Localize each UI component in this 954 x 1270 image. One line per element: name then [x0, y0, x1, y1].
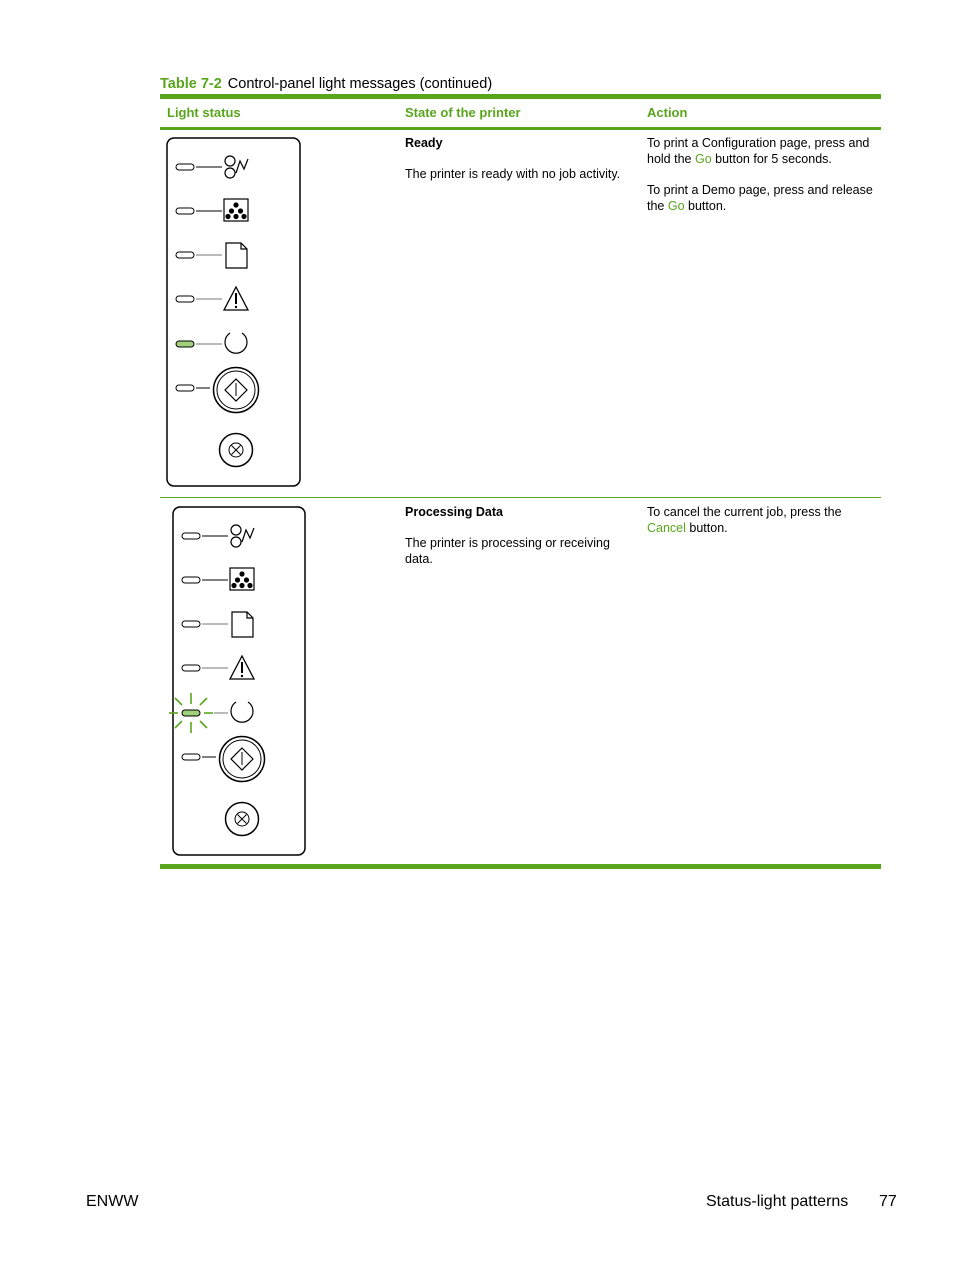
cancel-button-icon[interactable] — [220, 434, 253, 467]
action-paragraph: To print a Configuration page, press and hold the Go button for 5 seconds. — [647, 136, 870, 166]
attention-led — [176, 296, 194, 302]
go-led — [176, 385, 194, 391]
go-link[interactable]: Go — [667, 199, 685, 213]
page-number: 77 — [879, 1193, 897, 1210]
toner-led — [182, 577, 200, 583]
table-caption — [160, 76, 492, 92]
state-description: The printer is ready with no job activity. — [405, 167, 621, 181]
action-paragraph: To print a Demo page, press and release the Go button. — [647, 183, 873, 213]
header-rule — [160, 127, 881, 130]
table-bottom-rule — [160, 864, 881, 869]
cancel-link[interactable]: Cancel — [647, 521, 686, 535]
cancel-button-icon[interactable] — [226, 803, 259, 836]
state-cell-processing — [405, 504, 633, 567]
ready-led — [182, 710, 200, 716]
table-title: Control-panel light messages (continued) — [227, 76, 493, 92]
paper-jam-led — [176, 164, 194, 170]
attention-led — [182, 665, 200, 671]
action-cell-ready — [647, 135, 879, 214]
state-description: The printer is processing or receiving data. — [405, 536, 610, 566]
go-link[interactable]: Go — [694, 152, 712, 166]
go-button-icon[interactable] — [220, 737, 265, 782]
control-panel-ready — [166, 137, 302, 489]
state-cell-ready — [405, 135, 633, 182]
table-top-rule — [160, 94, 881, 99]
header-action: Action — [647, 105, 688, 120]
go-button-icon[interactable] — [214, 368, 259, 413]
action-cell-processing — [647, 504, 879, 536]
row-divider — [160, 497, 881, 498]
action-paragraph: To cancel the current job, press the Cancel button. — [647, 505, 842, 535]
header-state: State of the printer — [405, 105, 521, 120]
paper-jam-led — [182, 533, 200, 539]
control-panel-processing — [166, 506, 308, 858]
state-title: Processing Data — [405, 505, 503, 519]
paper-led — [182, 621, 200, 627]
header-light-status: Light status — [167, 105, 241, 120]
footer-left: ENWW — [86, 1193, 139, 1210]
table-number: Table 7-2 — [160, 76, 222, 92]
footer-section: Status-light patterns — [706, 1193, 849, 1210]
state-title: Ready — [405, 136, 443, 150]
paper-led — [176, 252, 194, 258]
toner-led — [176, 208, 194, 214]
ready-led — [176, 341, 194, 347]
go-led — [182, 754, 200, 760]
